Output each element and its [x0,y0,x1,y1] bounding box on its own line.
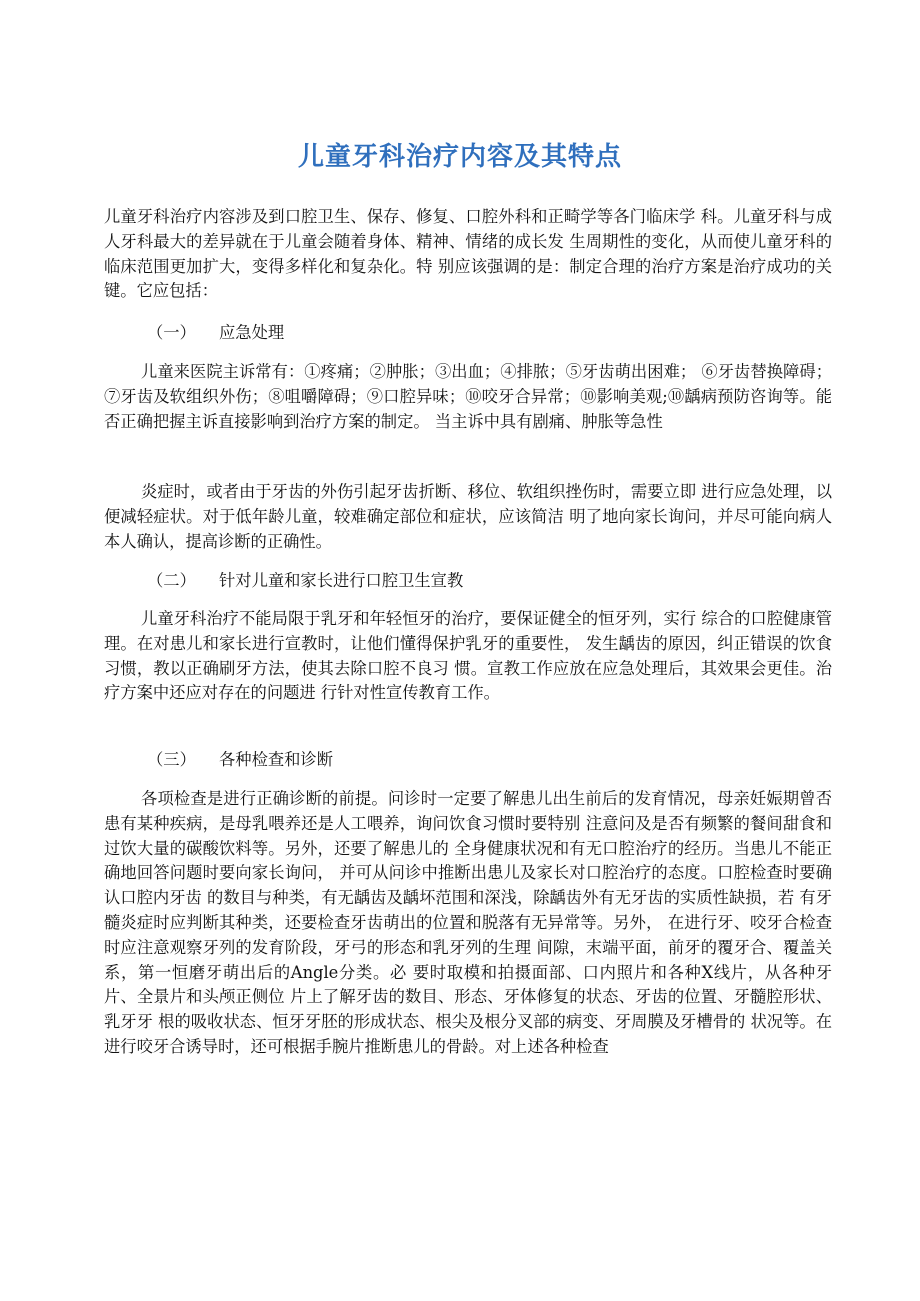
section-heading-2 [147,569,463,593]
section-number-1: （一） [147,323,196,342]
section-number-3: （三） [147,750,196,769]
intro-paragraph: 儿童牙科治疗内容涉及到口腔卫生、保存、修复、口腔外科和正畸学等各门临床学 科。儿童牙科与成人牙科最大的差异就在于儿童会随着身体、精神、情绪的成长发 生周期性的变化，从而使儿童牙科的临床范围更加扩大，变得多样化和复杂化。特 别应该强调的是：制定合理的治疗方案是治疗成功的关键。它应包括： [104,207,832,301]
section-heading-3 [147,748,333,772]
section-3-paragraph-1: 各项检查是进行正确诊断的前提。问诊时一定要了解患儿出生前后的发育情况，母亲妊娠期曾否患有某种疾病，是母乳喂养还是人工喂养，询问饮食习惯时要特别 注意问及是否有频繁的餐间甜食和过饮大量的碳酸饮料等。另外，还要了解患儿的 全身健康状况和有无口腔治疗的经历。当患儿不能正确地回答问题时要向家长询问， 并可从问诊中推断出患儿及家长对口腔治疗的态度。口腔检查时要确认口腔内牙齿 的数目与种类，有无龋齿及龋坏范围和深浅，除龋齿外有无牙齿的实质性缺损，若 有牙髓炎症时应判断其种类，还要检查牙齿萌出的位置和脱落有无异常等。另外， 在进行牙、咬牙合检查时应注意观察牙列的发育阶段，牙弓的形态和乳牙列的生理 间隙，末端平面，前牙的覆牙合、覆盖关系，第一恒磨牙萌出后的Angle分类。必 要时取模和拍摄面部、口内照片和各种X线片，从各种牙片、全景片和头颅正侧位 片上了解牙齿的数目、形态、牙体修复的状态、牙齿的位置、牙髓腔形状、乳牙牙 根的吸收状态、恒牙牙胚的形成状态、根尖及根分叉部的病变、牙周膜及牙槽骨的 状况等。在进行咬牙合诱导时，还可根据手腕片推断患儿的骨龄。对上述各种检查 [104,789,832,1056]
section-heading-1 [147,321,284,345]
section-1-paragraph-2: 炎症时，或者由于牙齿的外伤引起牙齿折断、移位、软组织挫伤时，需要立即 进行应急处理，以便减轻症状。对于低年龄儿童，较难确定部位和症状，应该简洁 明了地向家长询问，并尽可能向病人本人确认，提高诊断的正确性。 [104,482,832,551]
document-title: 儿童牙科治疗内容及其特点 [297,142,622,172]
section-number-2: （二） [147,571,196,590]
section-2-paragraph-1: 儿童牙科治疗不能局限于乳牙和年轻恒牙的治疗，要保证健全的恒牙列，实行 综合的口腔健康管理。在对患儿和家长进行宣教时，让他们懂得保护乳牙的重要性， 发生龋齿的原因，纠正错误的饮食习惯，教以正确刷牙方法，使其去除口腔不良习 惯。宣教工作应放在应急处理后，其效果会更佳。治疗方案中还应对存在的问题进 行针对性宣传教育工作。 [104,609,832,703]
section-title-1: 应急处理 [219,323,285,342]
section-title-2: 针对儿童和家长进行口腔卫生宣教 [219,571,464,590]
section-title-3: 各种检查和诊断 [219,750,333,769]
section-1-paragraph-1: 儿童来医院主诉常有：①疼痛；②肿胀；③出血；④排脓；⑤牙齿萌出困难； ⑥牙齿替换障碍；⑦牙齿及软组织外伤；⑧咀嚼障碍；⑨口腔异味；⑩咬牙合异常；⑩影响美观;⑩龋病预防咨询等。能否正确把握主诉直接影响到治疗方案的制定。 当主诉中具有剧痛、肿胀等急性 [104,362,832,431]
